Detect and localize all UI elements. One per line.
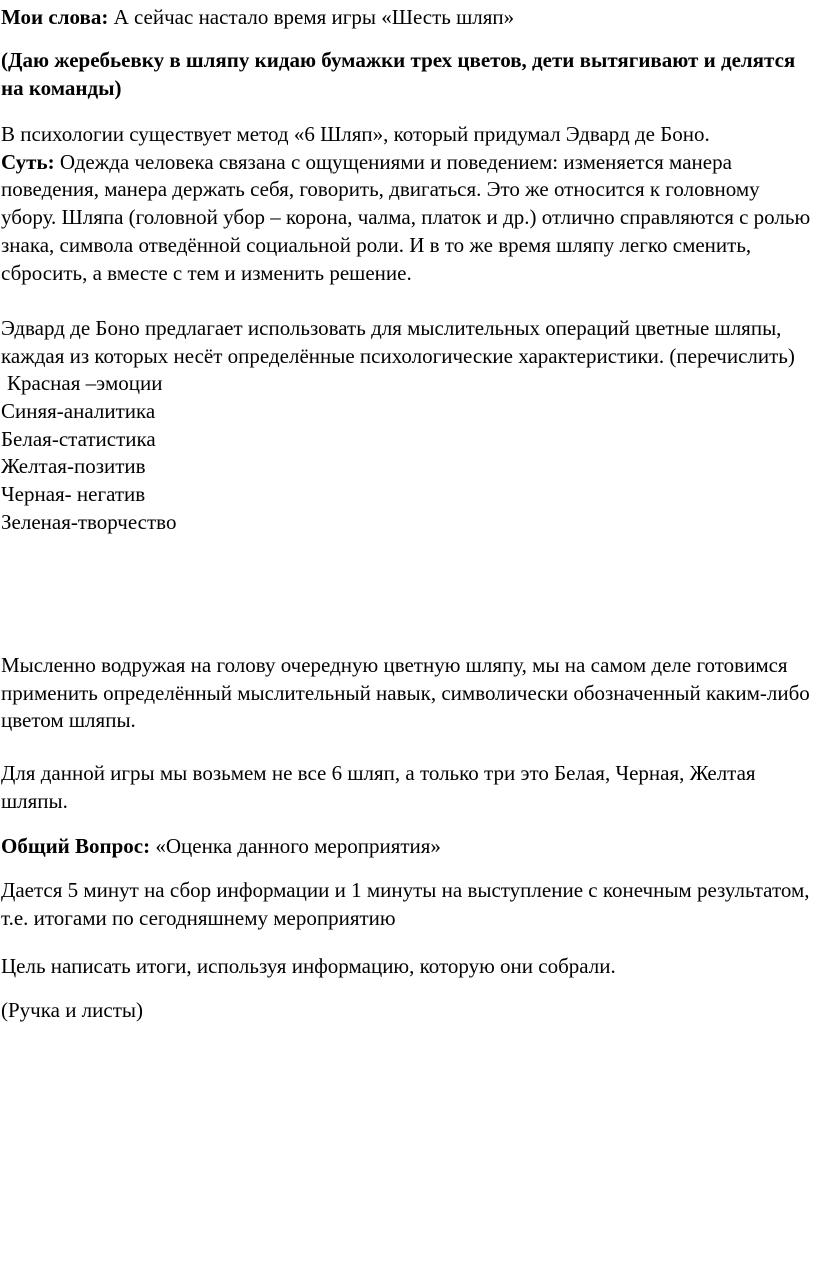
method-paragraph: В психологии существует метод «6 Шляп», который придумал Эдвард де Боно. <box>1 122 710 146</box>
instruction-line <box>1 47 813 102</box>
question-label: Общий Вопрос: <box>1 834 151 858</box>
hat-item-blue: Синяя-аналитика <box>1 399 156 424</box>
intro-line <box>1 4 514 32</box>
instruction-text: (Даю жеребьевку в шляпу кидаю бумажки трех цветов, дети вытягивают и делятся на команды) <box>1 48 796 100</box>
materials-paragraph: (Ручка и листы) <box>1 998 143 1022</box>
proposal-paragraph: Эдвард де Боно предлагает использовать для мыслительных операций цветные шляпы, каждая из которых несёт определённые психологические характеристики. (перечислить) <box>1 315 795 368</box>
hat-item-red: Красная –эмоции <box>7 371 163 396</box>
time-paragraph: Дается 5 минут на сбор информации и 1 минуты на выступление с конечным результатом, т.е. итогами по сегодняшнему мероприятию <box>1 878 810 930</box>
essence-paragraph <box>1 149 813 288</box>
question-paragraph <box>1 833 813 861</box>
essence-text: Одежда человека связана с ощущениями и поведением: изменяется манера поведения, манера держать себя, говорить, двигаться. Это же относится к головному убору. Шляпа (головной убор – корона, чалма, платок и др.) отлично справляются с ролью знака, символа отведённой социальной роли. И в то же время шляпу легко сменить, сбросить, а вместе с тем и изменить решение. <box>1 149 811 285</box>
spacer <box>1 287 813 315</box>
description-block <box>1 121 813 537</box>
question-text: «Оценка данного мероприятия» <box>150 834 441 858</box>
hat-item-white: Белая-статистика <box>1 426 156 451</box>
goal-paragraph: Цель написать итоги, используя информацию, которую они собрали. <box>1 954 616 978</box>
selection-paragraph: Для данной игры мы возьмем не все 6 шляп, а только три это Белая, Черная, Желтая шляпы. <box>1 761 756 813</box>
essence-label: Суть: <box>1 149 55 174</box>
intro-text: А сейчас настало время игры «Шесть шляп» <box>108 5 515 29</box>
mental-paragraph: Мысленно водружая на голову очередную цветную шляпу, мы на самом деле готовимся применить определённый мыслительный навык, символически обозначенный каким-либо цветом шляпы. <box>1 653 810 732</box>
hat-item-yellow: Желтая-позитив <box>1 454 146 479</box>
hat-item-green: Зеленая-творчество <box>1 509 177 534</box>
hat-item-black: Черная- негатив <box>1 482 146 507</box>
intro-label: Мои слова: <box>1 5 109 29</box>
